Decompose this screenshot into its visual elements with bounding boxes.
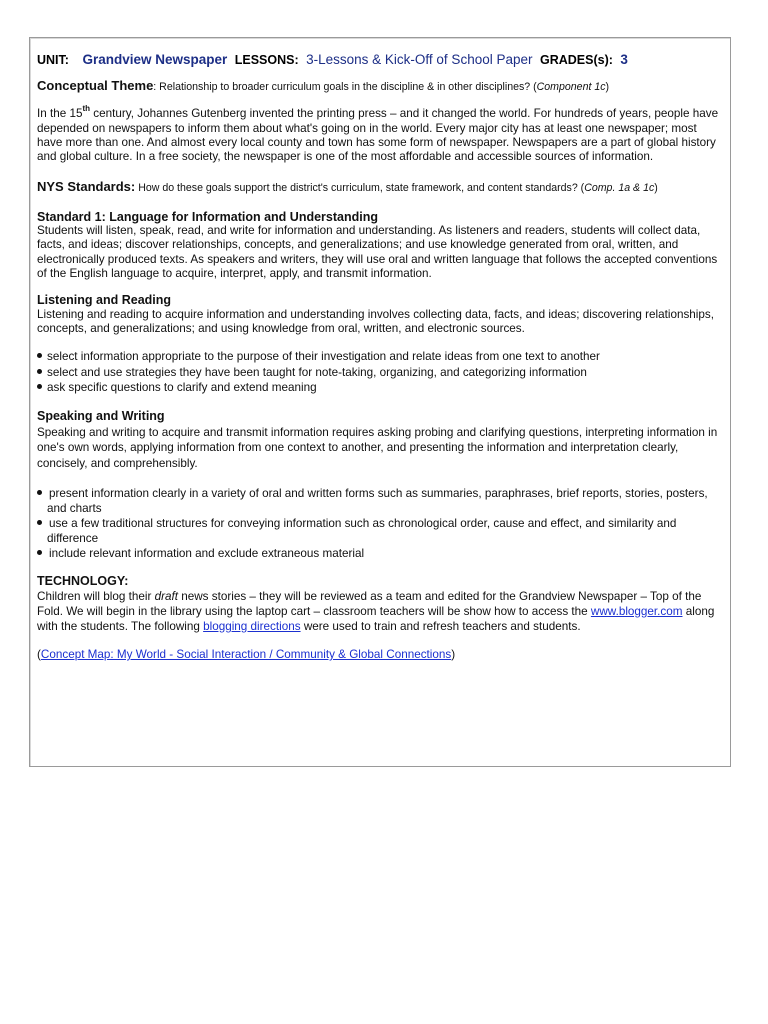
nys-standards [37,180,722,195]
speaking-writing-heading: Speaking and Writing [37,409,165,424]
speaking-writing-text: Speaking and writing to acquire and transmit information requires asking probing and clarifying questions, interpreting information in one's own words, applying information from one context to another, and presenting the information and interpretation clearly, concisely, and comprehensibly. [37,425,718,470]
grades-value: 3 [620,52,628,67]
listening-reading [37,293,722,336]
technology-text-part: Children will blog their [37,589,155,603]
intro-part1: In the 15 [37,107,83,121]
standard-1 [37,210,722,281]
concept-open-paren: ( [37,647,41,661]
concept-close-paren: ) [451,647,456,661]
list-item [37,547,722,562]
bullet-icon [37,369,42,374]
bullet-text: use a few traditional structures for conveying information such as chronological order, cause and effect, and similarity and difference [47,517,677,545]
list-item [37,365,722,380]
nys-comp-close: ) [654,182,658,195]
nys-standards-heading: NYS Standards: [37,179,136,195]
technology [37,574,722,634]
speaking-bullets [37,487,722,562]
bullet-text: select and use strategies they have been taught for note-taking, organizing, and categorizing information [47,365,587,379]
unit-header [37,52,722,67]
listening-reading-heading: Listening and Reading [37,293,172,308]
listening-reading-text: Listening and reading to acquire information and understanding involves collecting data, facts, and ideas; discovering relationships, concepts, and generalizations; and using knowledge from oral, written, and electronic sources. [37,307,714,335]
intro-part2: century, Johannes Gutenberg invented the printing press – and it changed the world. For hundreds of years, people have depended on newspapers to inform them about what's going on in the world. Every major city has at least one newspaper; most have more than one. And almost every local county and town has some form of newspaper. Newspapers are a part of global history and global culture. In a free society, the newspaper is one of the most affordable and accessible sources of information. [37,107,719,164]
technology-text [37,589,722,634]
conceptual-theme-text: : Relationship to broader curriculum goals in the discipline & in other disciplines? ( [153,81,537,93]
bullet-text: include relevant information and exclude extraneous material [49,547,365,561]
conceptual-theme [37,79,722,94]
lessons-value: 3-Lessons & Kick-Off of School Paper [306,52,533,67]
standard-1-heading: Standard 1: Language for Information and Understanding [37,209,378,224]
technology-text-part: along with the students. The following [37,604,715,633]
component-close: ) [605,81,610,93]
technology-text-part: were used to train and refresh teachers and students. [300,619,581,633]
intro-superscript: th [82,104,91,114]
lessons-label: LESSONS: [234,53,299,67]
intro-paragraph [37,104,722,164]
concept-map-line [37,648,722,662]
bullet-icon [37,550,42,555]
bullet-text: select information appropriate to the purpose of their investigation and relate ideas from one text to another [47,350,600,364]
grades-label: GRADES(s): [539,53,613,67]
unit-label: UNIT: [37,53,69,67]
blogging-directions-link[interactable]: blogging directions [203,619,301,633]
list-item [37,517,722,546]
bullet-icon [37,490,42,495]
bullet-text: present information clearly in a variety of oral and written forms such as summaries, paraphrases, brief reports, stories, posters, and charts [47,487,708,515]
bullet-icon [37,384,42,389]
nys-standards-text: How do these goals support the district's curriculum, state framework, and content standards? ( [135,182,585,195]
lesson-plan-box [29,37,731,767]
list-item [37,380,722,395]
concept-map-link[interactable]: Concept Map: My World - Social Interaction / Community & Global Connections [40,647,452,661]
technology-heading: TECHNOLOGY: [37,573,129,588]
bullet-icon [37,353,42,358]
technology-text-part: news stories – they will be reviewed as a team and edited for the Grandview Newspaper – Top of the Fold. We will begin in the library using the laptop cart – classroom teachers will be show how to access the [37,589,702,618]
unit-value: Grandview Newspaper [82,52,228,67]
draft-emphasis: draft [154,589,178,603]
bullet-icon [37,520,42,525]
speaking-writing [37,409,722,471]
component-ref: Component 1c [536,81,606,93]
bullet-text: ask specific questions to clarify and extend meaning [47,380,317,394]
standard-1-text: Students will listen, speak, read, and write for information and understanding. As listeners and readers, students will collect data, facts, and ideas; discover relationships, concepts, and generalizations; and use knowledge generated from oral, written, and electronically produced texts. As speakers and writers, they will use oral and written language that follows the accepted conventions of the English language to acquire, interpret, apply, and transmit information. [37,224,718,280]
list-item [37,487,722,516]
conceptual-theme-heading: Conceptual Theme [37,78,154,93]
list-item [37,349,722,364]
listening-bullets [37,349,722,395]
blogger-link[interactable]: www.blogger.com [590,604,683,618]
nys-comp-ref: Comp. 1a & 1c [584,182,655,195]
